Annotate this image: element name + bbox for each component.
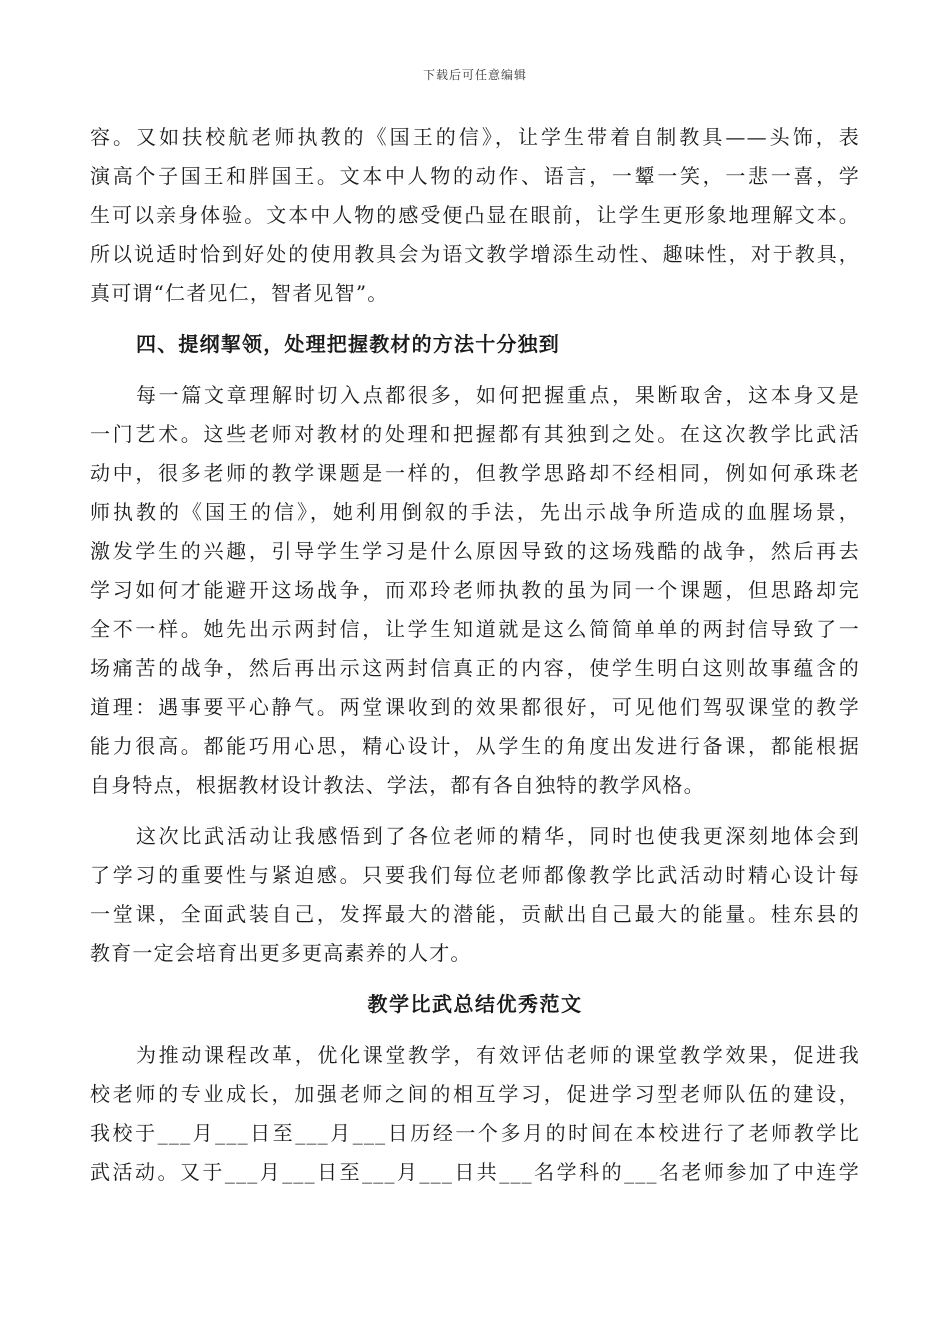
- paragraph-line: 每一篇文章理解时切入点都很多，如何把握重点，果断取舍，这本身又是: [136, 383, 860, 407]
- paragraph-line: 生可以亲身体验。文本中人物的感受便凸显在眼前，让学生更形象地理解文本。: [90, 203, 860, 227]
- paragraph-line: 所以说适时恰到好处的使用教具会为语文教学增添生动性、趣味性，对于教具，: [90, 242, 860, 266]
- paragraph-line: 能力很高。都能巧用心思，精心设计，从学生的角度出发进行备课，都能根据: [90, 734, 860, 758]
- paragraph-line: 师执教的《国王的信》，她利用倒叙的手法，先出示战争所造成的血腥场景，: [90, 500, 860, 524]
- paragraph-line: 场痛苦的战争，然后再出示这两封信真正的内容，使学生明白这则故事蕴含的: [90, 656, 860, 680]
- paragraph-line: 一堂课，全面武装自己，发挥最大的潜能，贡献出自己最大的能量。桂东县的: [90, 902, 860, 926]
- paragraph-line: 激发学生的兴趣，引导学生学习是什么原因导致的这场残酷的战争，然后再去: [90, 539, 860, 563]
- paragraph-line: 全不一样。她先出示两封信，让学生知道就是这么简简单单的两封信导致了一: [90, 617, 860, 641]
- paragraph-line: 了学习的重要性与紧迫感。只要我们每位老师都像教学比武活动时精心设计每: [90, 863, 860, 887]
- paragraph-line: 校老师的专业成长，加强老师之间的相互学习，促进学习型老师队伍的建设，: [90, 1082, 860, 1106]
- paragraph-line: 演高个子国王和胖国王。文本中人物的动作、语言，一颦一笑，一悲一喜，学: [90, 164, 860, 188]
- paragraph-line: 这次比武活动让我感悟到了各位老师的精华，同时也使我更深刻地体会到: [136, 824, 860, 848]
- paragraph-activity-intro: [90, 1036, 860, 1192]
- document-body: [90, 118, 860, 1192]
- paragraph-line: 道理：遇事要平心静气。两堂课收到的效果都很好，可见他们驾驭课堂的教学: [90, 695, 860, 719]
- article-title: 教学比武总结优秀范文: [367, 992, 583, 1016]
- paragraph-line: 自身特点，根据教材设计教法、学法，都有各自独特的教学风格。: [90, 773, 705, 797]
- paragraph-reflection: [90, 817, 860, 973]
- page-header-note: 下载后可任意编辑: [422, 68, 527, 82]
- paragraph-line: 教育一定会培育出更多更高素养的人才。: [90, 941, 472, 965]
- paragraph-line: 容。又如扶校航老师执教的《国王的信》，让学生带着自制教具——头饰，表: [90, 125, 860, 149]
- paragraph-line: 我校于___月___日至___月___日历经一个多月的时间在本校进行了老师教学比: [90, 1121, 860, 1145]
- paragraph-material-handling: [90, 376, 860, 805]
- section-heading: 四、提纲挈领，处理把握教材的方法十分独到: [136, 332, 560, 356]
- paragraph-teaching-aids: [90, 118, 860, 313]
- paragraph-line: 真可谓“仁者见仁，智者见智”。: [90, 281, 389, 305]
- paragraph-line: 武活动。又于___月___日至___月___日共___名学科的___名老师参加了中连学: [90, 1160, 860, 1184]
- paragraph-line: 动中，很多老师的教学课题是一样的，但教学思路却不经相同，例如何承珠老: [90, 461, 860, 485]
- paragraph-line: 一门艺术。这些老师对教材的处理和把握都有其独到之处。在这次教学比武活: [90, 422, 860, 446]
- paragraph-line: 学习如何才能避开这场战争，而邓玲老师执教的虽为同一个课题，但思路却完: [90, 578, 860, 602]
- paragraph-line: 为推动课程改革，优化课堂教学，有效评估老师的课堂教学效果，促进我: [136, 1043, 860, 1067]
